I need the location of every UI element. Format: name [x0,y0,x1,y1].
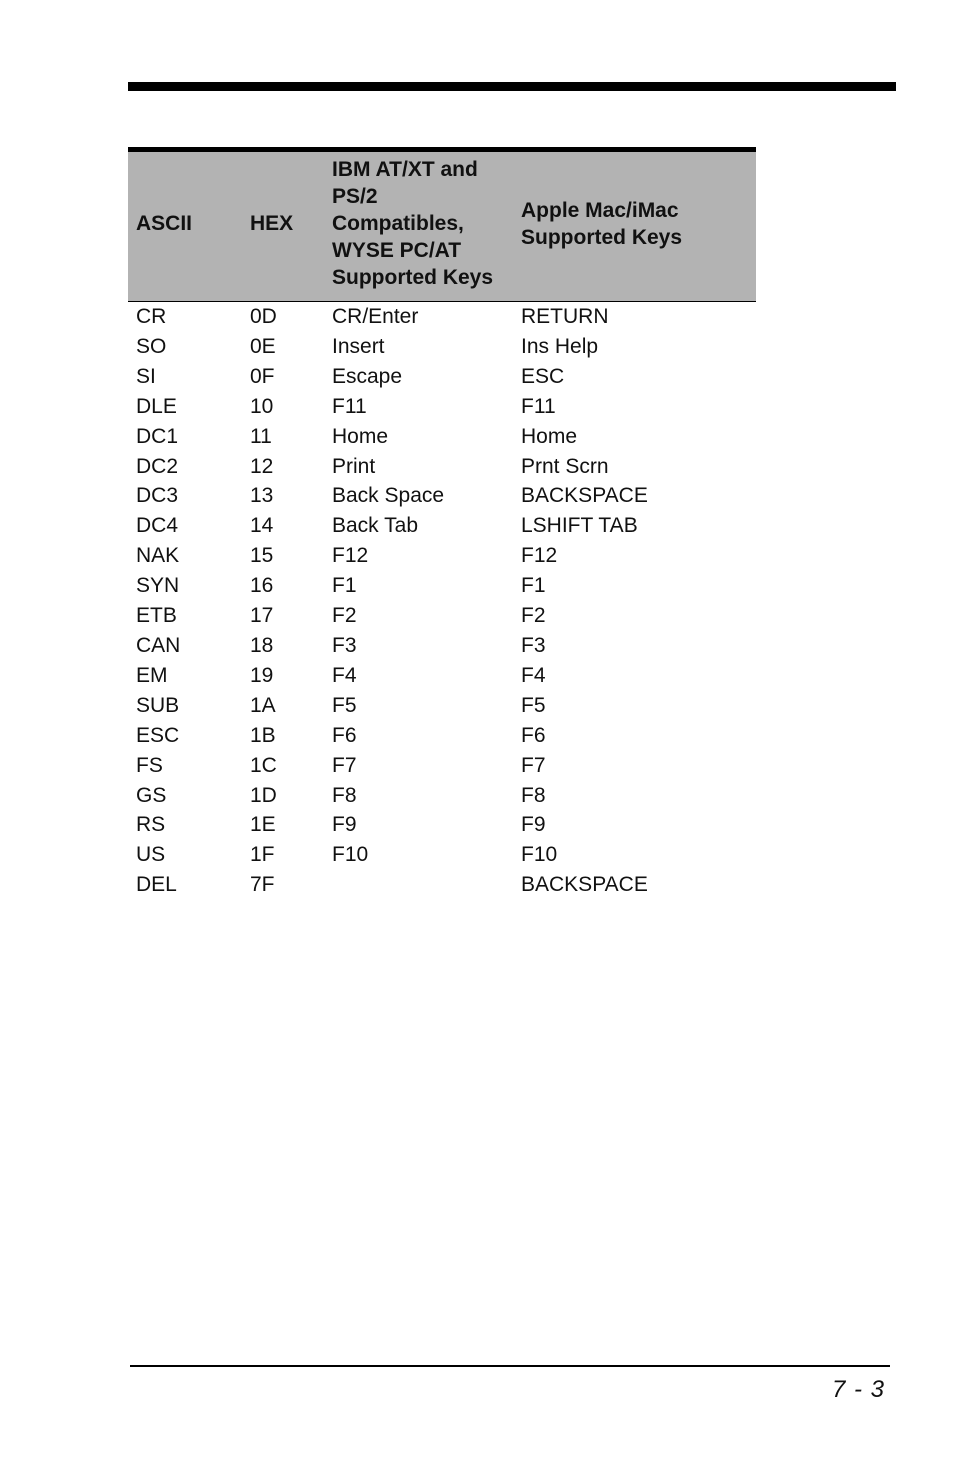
cell-ascii: CR [136,305,167,328]
cell-hex: 11 [250,424,272,448]
cell-ibm: F2 [332,604,357,628]
table-row [128,870,756,900]
cell-ibm: F9 [332,813,357,837]
cell-ascii: DC2 [136,454,179,478]
cell-apple: RETURN [521,305,609,328]
cell-ibm: F8 [332,783,357,807]
cell-ascii: ETB [136,604,177,628]
cell-apple: F7 [521,753,546,777]
cell-apple: F5 [521,693,546,717]
cell-hex: 1A [250,693,276,717]
cell-ibm: F3 [332,633,357,657]
cell-ascii: SUB [136,693,180,717]
cell-ascii: FS [136,753,163,777]
header-ascii: ASCII [128,150,242,302]
cell-ibm: Escape [332,364,403,388]
cell-apple: BACKSPACE [521,873,648,897]
cell-ascii: DC4 [136,514,179,538]
table-header [128,150,756,302]
table-row [128,452,756,482]
cell-hex: 18 [250,633,274,657]
cell-ibm: Print [332,454,376,478]
cell-ibm: F6 [332,723,357,747]
table-row [128,810,756,840]
cell-hex: 0E [250,334,276,358]
cell-apple: F2 [521,604,546,628]
table-row [128,541,756,571]
cell-hex: 0D [250,305,277,328]
header-apple-keys: Apple Mac/iMac Supported Keys [513,150,756,302]
table-row [128,302,756,332]
cell-ascii: NAK [136,544,180,568]
cell-ibm: F11 [332,394,367,418]
cell-hex: 13 [250,484,274,508]
cell-apple: Ins Help [521,334,599,358]
cell-apple: ESC [521,364,565,388]
table-row [128,751,756,781]
table-row [128,332,756,362]
table-row [128,511,756,541]
cell-ascii: DLE [136,394,177,418]
cell-ibm: F4 [332,663,357,687]
cell-apple: F3 [521,633,546,657]
cell-hex: 1C [250,753,277,777]
table-row [128,601,756,631]
cell-ibm: F7 [332,753,357,777]
cell-hex: 0F [250,364,275,388]
cell-hex: 1B [250,723,276,747]
cell-hex: 17 [250,604,274,628]
key-mapping-table [128,147,756,900]
table-row [128,840,756,870]
cell-apple: Home [521,424,578,448]
cell-ibm: Home [332,424,389,448]
cell-apple: F8 [521,783,546,807]
cell-ascii: US [136,843,166,867]
cell-hex: 14 [250,514,274,538]
table-row [128,661,756,691]
cell-apple: Prnt Scrn [521,454,609,478]
table-row [128,481,756,511]
cell-apple: F4 [521,663,546,687]
cell-hex: 1E [250,813,276,837]
cell-apple: LSHIFT TAB [521,514,638,538]
cell-apple: F9 [521,813,546,837]
table-row [128,781,756,811]
cell-ibm: CR/Enter [332,305,419,328]
cell-ascii: DEL [136,873,177,897]
key-mapping-table-container [128,147,756,900]
cell-ibm [324,870,513,900]
header-ibm-keys: IBM AT/XT and PS/2 Compatibles, WYSE PC/AT Supported Keys [324,150,513,302]
table-row [128,571,756,601]
cell-ascii: DC3 [136,484,179,508]
cell-ascii: ESC [136,723,180,747]
cell-ibm: F1 [332,574,357,598]
cell-ascii: SI [136,364,156,388]
cell-ascii: SYN [136,574,180,598]
cell-ibm: F12 [332,544,369,568]
table-row [128,392,756,422]
cell-ibm: Insert [332,334,385,358]
table-row [128,691,756,721]
cell-apple: F6 [521,723,546,747]
table-header-row [128,150,756,302]
table-row [128,631,756,661]
cell-ibm: Back Tab [332,514,418,538]
cell-ascii: EM [136,663,168,687]
cell-hex: 1F [250,843,275,867]
table-row [128,422,756,452]
cell-apple: BACKSPACE [521,484,648,508]
cell-hex: 10 [250,394,274,418]
table-body [128,302,756,901]
cell-ascii: RS [136,813,166,837]
page-number: 7 - 3 [831,1376,885,1403]
table-row [128,721,756,751]
cell-hex: 7F [250,873,275,897]
cell-hex: 1D [250,783,277,807]
cell-apple: F11 [521,394,556,418]
cell-hex: 12 [250,454,274,478]
top-rule [128,82,896,91]
table-row [128,362,756,392]
cell-apple: F1 [521,574,546,598]
cell-hex: 15 [250,544,274,568]
cell-ibm: F5 [332,693,357,717]
cell-ascii: GS [136,783,167,807]
cell-ascii: DC1 [136,424,179,448]
cell-hex: 19 [250,663,274,687]
cell-hex: 16 [250,574,274,598]
cell-apple: F12 [521,544,558,568]
cell-ascii: SO [136,334,167,358]
cell-apple: F10 [521,843,558,867]
cell-ibm: Back Space [332,484,445,508]
bottom-rule [130,1365,890,1367]
cell-ibm: F10 [332,843,369,867]
header-hex: HEX [242,150,324,302]
cell-ascii: CAN [136,633,181,657]
